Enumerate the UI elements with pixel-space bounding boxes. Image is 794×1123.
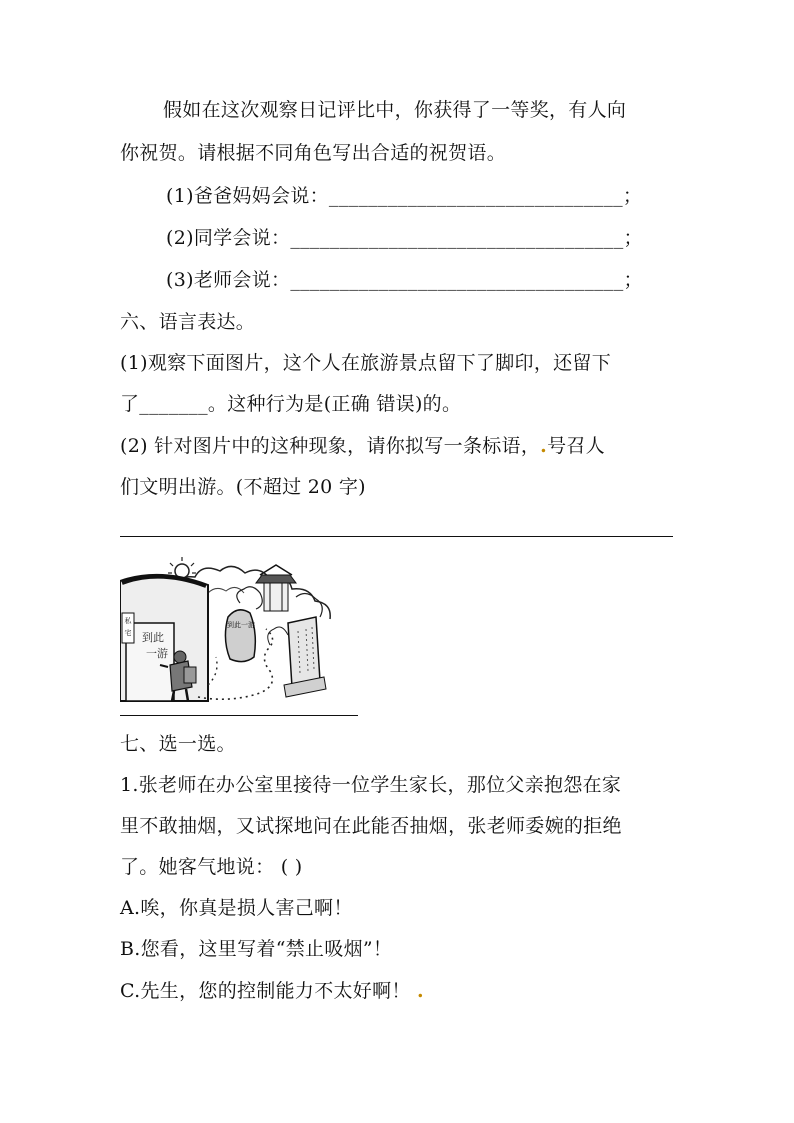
- illustration-underline: [120, 715, 358, 716]
- semicolon: ；: [623, 269, 643, 291]
- option-c-dot-mark: .: [417, 980, 424, 1002]
- section-6-q2-line-1: [120, 433, 605, 459]
- answer-blank[interactable]: __________________________________: [290, 227, 624, 249]
- door-sign-char-1: 私: [124, 617, 132, 625]
- option-a[interactable]: A.唉，你真是损人害己啊！: [120, 897, 353, 919]
- option-c-text: C.先生，您的控制能力不太好啊！: [120, 980, 411, 1002]
- section-7-q1-line-2: 里不敢抽烟，又试探地问在此能否抽烟，张老师委婉的拒绝: [120, 815, 622, 837]
- intro-line-1: 假如在这次观察日记评比中，你获得了一等奖，有人向: [163, 99, 627, 121]
- congrats-label: (1)爸爸妈妈会说：: [166, 185, 329, 207]
- answer-blank[interactable]: ______________________________: [328, 185, 623, 207]
- section-7-title: 七、选一选。: [120, 733, 236, 755]
- congrats-item-parents: [166, 183, 642, 209]
- congrats-item-teacher: [166, 267, 643, 293]
- section-6-q1-line-2: 了_______。这种行为是(正确 错误)的。: [120, 393, 462, 415]
- option-b[interactable]: B.您看，这里写着“禁止吸烟”！: [120, 938, 393, 960]
- semicolon: ；: [623, 227, 643, 249]
- section-6-title: 六、语言表达。: [120, 311, 256, 333]
- q2-text-b: 号召人: [547, 435, 605, 457]
- cartoon-illustration: [120, 553, 335, 708]
- rock-text: 到此一游: [227, 621, 255, 629]
- congrats-label: (2)同学会说：: [166, 227, 291, 249]
- cartoon-svg: [120, 553, 335, 708]
- congrats-item-classmates: [166, 225, 643, 251]
- section-7-q1-line-3: 了。她客气地说： ( ): [120, 856, 303, 878]
- answer-line[interactable]: [120, 536, 673, 537]
- congrats-label: (3)老师会说：: [166, 269, 291, 291]
- section-6-q1-line-1: (1)观察下面图片，这个人在旅游景点留下了脚印，还留下: [120, 352, 612, 374]
- section-6-q2-line-2: 们文明出游。(不超过 20 字): [120, 476, 366, 498]
- option-c[interactable]: [120, 978, 424, 1004]
- q2-dot-mark: .: [540, 435, 548, 457]
- answer-blank[interactable]: __________________________________: [290, 269, 624, 291]
- svg-text:一游: 一游: [146, 647, 168, 660]
- semicolon: ；: [622, 185, 643, 207]
- q2-text-a: (2) 针对图片中的这种现象，请你拟写一条标语，: [120, 435, 541, 457]
- door-sign-char-2: 宅: [124, 629, 132, 637]
- intro-line-2: 你祝贺。请根据不同角色写出合适的祝贺语。: [120, 142, 507, 164]
- graffiti-text: 到此: [142, 631, 164, 644]
- section-7-q1-line-1: 1.张老师在办公室里接待一位学生家长，那位父亲抱怨在家: [120, 774, 622, 796]
